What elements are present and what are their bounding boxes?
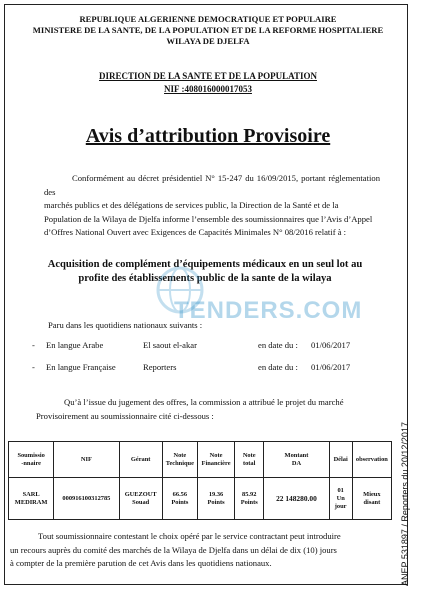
- col-note-technique: Note Technique: [162, 442, 197, 478]
- pub-language-arabic: En langue Arabe: [46, 340, 104, 350]
- pub-language-french: En langue Française: [46, 362, 116, 372]
- tender-subject: [30, 258, 380, 286]
- recours-line-2: un recours auprès du comité des marchés de la Wilaya de Djelfa dans un délai de dix (10) jours: [10, 544, 337, 555]
- cell-note-technique: 66.56 Points: [162, 478, 197, 520]
- col-soumissionnaire: Soumissio -nnaire: [9, 442, 54, 478]
- recours-line-1: Tout soumissionnaire contestant le choix opéré par le service contractant peut introduire: [38, 531, 341, 541]
- intro-line-1: Conformément au décret présidentiel N° 15-247 du 16/09/2015, portant réglementation des: [44, 173, 380, 197]
- col-note-total: Note total: [235, 442, 264, 478]
- pub-newspaper-arabic: El saout el-akar: [143, 340, 197, 350]
- pub-bullet-french: -: [32, 362, 35, 372]
- col-note-financiere: Note Financière: [197, 442, 234, 478]
- header-ministry: MINISTERE DE LA SANTE, DE LA POPULATION ET DE LA REFORME HOSPITALIERE: [32, 25, 384, 35]
- cell-note-total: 85.92 Points: [235, 478, 264, 520]
- intro-line-2: marchés publics et des délégations de services public, la Direction de la Santé et de la: [44, 200, 339, 211]
- header-wilaya: WILAYA DE DJELFA: [166, 36, 250, 46]
- judgement-line-1: Qu’à l’issue du jugement des offres, la commission a attribué le projet du marché: [64, 397, 344, 407]
- judgement-paragraph: [36, 396, 380, 423]
- subject-line-2: profite des établissements public de la sante de la wilaya: [78, 273, 332, 284]
- recours-paragraph: [10, 530, 380, 571]
- subject-line-1: Acquisition de complément d’équipements médicaux en un seul lot au: [47, 259, 363, 270]
- direction-name: DIRECTION DE LA SANTE ET DE LA POPULATION: [99, 71, 317, 81]
- cell-note-financiere: 19.36 Points: [197, 478, 234, 520]
- pub-bullet-arabic: -: [32, 340, 35, 350]
- pub-newspaper-french: Reporters: [143, 362, 177, 372]
- cell-observation: Mieux disant: [352, 478, 391, 520]
- table-header-row: [9, 442, 392, 478]
- pub-date-label-arabic: en date du :: [258, 340, 298, 350]
- watermark-logo-text: TENDERS.COM: [174, 297, 363, 324]
- recours-line-3: à compter de la première parution de cet Avis dans les quotidiens nationaux.: [10, 558, 272, 569]
- intro-line-4: d’Offres National Ouvert avec Exigences de Capacités Minimales N° 08/2016 relatif à :: [44, 227, 347, 238]
- cell-nif: 000916100312785: [54, 478, 119, 520]
- cell-delai: 01 Un jour: [329, 478, 352, 520]
- table-row: [9, 478, 392, 520]
- cell-gerant: GUEZOUT Souad: [119, 478, 162, 520]
- header-republic: REPUBLIQUE ALGERIENNE DEMOCRATIQUE ET POPULAIRE: [79, 14, 337, 24]
- intro-paragraph: [44, 172, 380, 240]
- judgement-line-2: Provisoirement au soumissionnaire cité ci-dessous :: [36, 410, 214, 421]
- page-title: Avis d’attribution Provisoire: [85, 125, 331, 147]
- cell-montant: 22 148280.00: [264, 478, 329, 520]
- pub-date-french: 01/06/2017: [311, 362, 351, 372]
- intro-line-3: Population de la Wilaya de Djelfa informe l’ensemble des soumissionnaires que l’Avis d’Appel: [44, 213, 373, 224]
- attribution-table: [8, 441, 392, 520]
- col-gerant: Gérant: [119, 442, 162, 478]
- direction-nif: NIF :408016000017053: [164, 84, 252, 94]
- col-nif: NIF: [54, 442, 119, 478]
- col-observation: observation: [352, 442, 391, 478]
- cell-soumissionnaire: SARL MEDIRAM: [9, 478, 54, 520]
- col-montant: Montant DA: [264, 442, 329, 478]
- pub-date-arabic: 01/06/2017: [311, 340, 351, 350]
- pub-date-label-french: en date du :: [258, 362, 298, 372]
- publication-intro: Paru dans les quotidiens nationaux suivants :: [48, 320, 203, 330]
- col-delai: Délai: [329, 442, 352, 478]
- publication-reference: ANEP 531897 / Reporters du 20/12/2017: [400, 422, 410, 586]
